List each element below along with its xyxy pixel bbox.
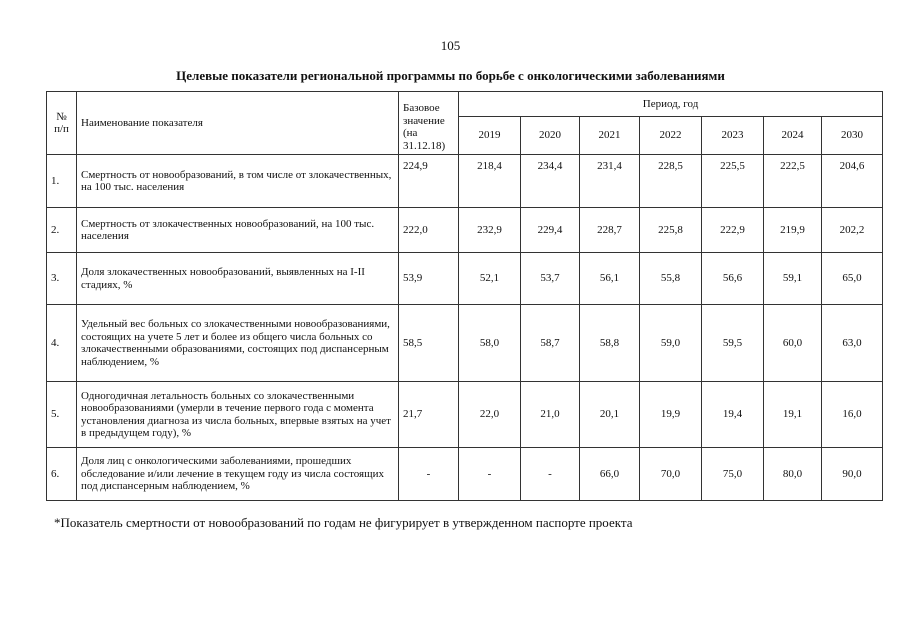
year-value: 20,1 — [580, 382, 640, 448]
year-value: 228,7 — [580, 208, 640, 253]
table-row — [47, 382, 883, 448]
year-value: 80,0 — [764, 448, 822, 501]
year-value: 21,0 — [521, 382, 580, 448]
indicators-table — [46, 91, 883, 501]
header-base: Базовое значение (на 31.12.18) — [399, 92, 459, 155]
year-value: 22,0 — [459, 382, 521, 448]
year-value: 58,8 — [580, 305, 640, 382]
header-period: Период, год — [459, 92, 883, 117]
row-number: 5. — [47, 382, 77, 448]
year-value: 225,8 — [640, 208, 702, 253]
year-value: 19,9 — [640, 382, 702, 448]
indicator-name: Смертность от новообразований, в том числе от злокачественных, на 100 тыс. населения — [77, 155, 399, 208]
page-number: 105 — [440, 38, 461, 53]
year-value: 53,7 — [521, 253, 580, 305]
year-value: 58,0 — [459, 305, 521, 382]
year-value: 228,5 — [640, 155, 702, 208]
year-value: - — [521, 448, 580, 501]
year-value: 19,1 — [764, 382, 822, 448]
footnote: *Показатель смертности от новообразований по годам не фигурирует в утвержденном паспорте проекта — [54, 515, 633, 530]
row-number: 4. — [47, 305, 77, 382]
table-row — [47, 253, 883, 305]
header-name: Наименование показателя — [77, 92, 399, 155]
table-row — [47, 208, 883, 253]
table-row — [47, 155, 883, 208]
year-value: 60,0 — [764, 305, 822, 382]
year-value: 58,7 — [521, 305, 580, 382]
header-row — [47, 92, 883, 117]
year-value: 56,6 — [702, 253, 764, 305]
year-value: 70,0 — [640, 448, 702, 501]
header-year: 2021 — [580, 117, 640, 155]
indicator-name: Доля злокачественных новообразований, выявленных на I-II стадиях, % — [77, 253, 399, 305]
header-year: 2019 — [459, 117, 521, 155]
row-number: 6. — [47, 448, 77, 501]
year-value: 232,9 — [459, 208, 521, 253]
header-no: № п/п — [47, 92, 77, 155]
year-value: 219,9 — [764, 208, 822, 253]
indicator-name: Одногодичная летальность больных со злокачественными новообразованиями (умерли в течение первого года с момента установления диагноза из числа больных, впервые взятых на учет в предыдущем году), % — [77, 382, 399, 448]
year-value: 231,4 — [580, 155, 640, 208]
year-value: 66,0 — [580, 448, 640, 501]
year-value: 19,4 — [702, 382, 764, 448]
year-value: 65,0 — [822, 253, 883, 305]
year-value: 75,0 — [702, 448, 764, 501]
year-value: 204,6 — [822, 155, 883, 208]
indicator-name: Доля лиц с онкологическими заболеваниями, прошедших обследование и/или лечение в текущем году из числа состоящих под диспансерным наблюдением, % — [77, 448, 399, 501]
table-row — [47, 305, 883, 382]
year-value: 55,8 — [640, 253, 702, 305]
base-value: 58,5 — [399, 305, 459, 382]
indicator-name: Смертность от злокачественных новообразований, на 100 тыс. населения — [77, 208, 399, 253]
base-value: - — [399, 448, 459, 501]
year-value: 225,5 — [702, 155, 764, 208]
year-value: 56,1 — [580, 253, 640, 305]
year-value: 59,5 — [702, 305, 764, 382]
table-row — [47, 448, 883, 501]
year-value: 90,0 — [822, 448, 883, 501]
year-value: 234,4 — [521, 155, 580, 208]
year-value: 222,5 — [764, 155, 822, 208]
base-value: 222,0 — [399, 208, 459, 253]
header-year: 2024 — [764, 117, 822, 155]
indicator-name: Удельный вес больных со злокачественными новообразованиями, состоящих на учете 5 лет и более из общего числа больных со злокачественными образованиями, состоящих под диспансерным наблюдением, % — [77, 305, 399, 382]
year-value: 63,0 — [822, 305, 883, 382]
year-value: 59,1 — [764, 253, 822, 305]
header-year: 2023 — [702, 117, 764, 155]
document-title: Целевые показатели региональной программы по борьбе с онкологическими заболеваниями — [176, 68, 725, 83]
header-year: 2030 — [822, 117, 883, 155]
header-year: 2020 — [521, 117, 580, 155]
year-value: 218,4 — [459, 155, 521, 208]
row-number: 3. — [47, 253, 77, 305]
year-value: 229,4 — [521, 208, 580, 253]
year-value: 202,2 — [822, 208, 883, 253]
header-year: 2022 — [640, 117, 702, 155]
year-value: 222,9 — [702, 208, 764, 253]
year-value: 16,0 — [822, 382, 883, 448]
base-value: 21,7 — [399, 382, 459, 448]
row-number: 1. — [47, 155, 77, 208]
base-value: 224,9 — [399, 155, 459, 208]
year-value: - — [459, 448, 521, 501]
base-value: 53,9 — [399, 253, 459, 305]
row-number: 2. — [47, 208, 77, 253]
year-value: 59,0 — [640, 305, 702, 382]
year-value: 52,1 — [459, 253, 521, 305]
